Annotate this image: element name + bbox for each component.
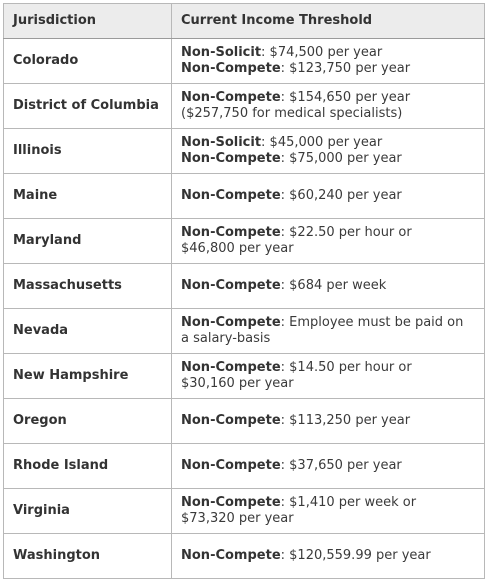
threshold-value: : Employee must be paid on [280,315,464,330]
threshold-line [181,241,478,257]
threshold-line [181,106,478,122]
table-row [4,489,485,534]
threshold-cell [172,444,485,489]
threshold-line [181,458,478,474]
income-threshold-table [3,3,485,579]
threshold-value: ($257,750 for medical specialists) [181,106,403,121]
table-row [4,219,485,264]
threshold-cell [172,264,485,309]
jurisdiction-cell: Nevada [4,309,172,354]
threshold-value: : $154,650 per year [280,90,411,105]
threshold-line [181,413,478,429]
restriction-type-label: Non-Compete [181,315,281,330]
threshold-line [181,225,478,241]
threshold-line [181,376,478,392]
table-row [4,129,485,174]
restriction-type-label: Non-Compete [181,360,281,375]
table-row [4,264,485,309]
threshold-value: : $60,240 per year [280,188,402,203]
table-row [4,84,485,129]
threshold-line [181,45,478,61]
threshold-value: : $37,650 per year [280,458,402,473]
table-body [4,39,485,579]
jurisdiction-cell: Maine [4,174,172,219]
threshold-value: $73,320 per year [181,511,294,526]
restriction-type-label: Non-Solicit [181,45,262,60]
threshold-value: $30,160 per year [181,376,294,391]
restriction-type-label: Non-Compete [181,548,281,563]
threshold-value: : $14.50 per hour or [280,360,412,375]
threshold-value: : $123,750 per year [280,61,411,76]
threshold-value: : $684 per week [280,278,387,293]
header-threshold: Current Income Threshold [172,4,485,39]
threshold-value: a salary-basis [181,331,271,346]
threshold-cell [172,534,485,579]
restriction-type-label: Non-Compete [181,151,281,166]
threshold-line [181,360,478,376]
threshold-line [181,90,478,106]
restriction-type-label: Non-Compete [181,61,281,76]
threshold-cell [172,39,485,84]
restriction-type-label: Non-Compete [181,90,281,105]
threshold-cell [172,219,485,264]
table-header [4,4,485,39]
threshold-line [181,548,478,564]
threshold-value: : $22.50 per hour or [280,225,412,240]
table-row [4,399,485,444]
jurisdiction-cell: Massachusetts [4,264,172,309]
header-row [4,4,485,39]
threshold-line [181,135,478,151]
table-row [4,354,485,399]
table-row [4,444,485,489]
threshold-cell [172,399,485,444]
threshold-line [181,495,478,511]
restriction-type-label: Non-Compete [181,495,281,510]
jurisdiction-cell: New Hampshire [4,354,172,399]
threshold-value: : $120,559.99 per year [280,548,431,563]
threshold-cell [172,309,485,354]
restriction-type-label: Non-Compete [181,278,281,293]
restriction-type-label: Non-Compete [181,458,281,473]
threshold-cell [172,354,485,399]
table-row [4,309,485,354]
restriction-type-label: Non-Compete [181,413,281,428]
jurisdiction-cell: Rhode Island [4,444,172,489]
threshold-line [181,61,478,77]
threshold-line [181,315,478,331]
header-jurisdiction: Jurisdiction [4,4,172,39]
threshold-value: : $113,250 per year [280,413,411,428]
table-row [4,174,485,219]
threshold-value: : $45,000 per year [261,135,383,150]
threshold-cell [172,129,485,174]
threshold-value: : $75,000 per year [280,151,402,166]
jurisdiction-cell: Maryland [4,219,172,264]
restriction-type-label: Non-Compete [181,188,281,203]
jurisdiction-cell: Washington [4,534,172,579]
threshold-cell [172,84,485,129]
threshold-line [181,331,478,347]
threshold-line [181,278,478,294]
threshold-cell [172,174,485,219]
table-row [4,534,485,579]
restriction-type-label: Non-Solicit [181,135,262,150]
threshold-line [181,151,478,167]
jurisdiction-cell: District of Columbia [4,84,172,129]
income-threshold-table-container [3,3,484,579]
jurisdiction-cell: Illinois [4,129,172,174]
jurisdiction-cell: Oregon [4,399,172,444]
threshold-cell [172,489,485,534]
threshold-value: : $1,410 per week or [280,495,417,510]
jurisdiction-cell: Colorado [4,39,172,84]
restriction-type-label: Non-Compete [181,225,281,240]
table-row [4,39,485,84]
threshold-value: $46,800 per year [181,241,294,256]
threshold-value: : $74,500 per year [261,45,383,60]
threshold-line [181,188,478,204]
jurisdiction-cell: Virginia [4,489,172,534]
threshold-line [181,511,478,527]
